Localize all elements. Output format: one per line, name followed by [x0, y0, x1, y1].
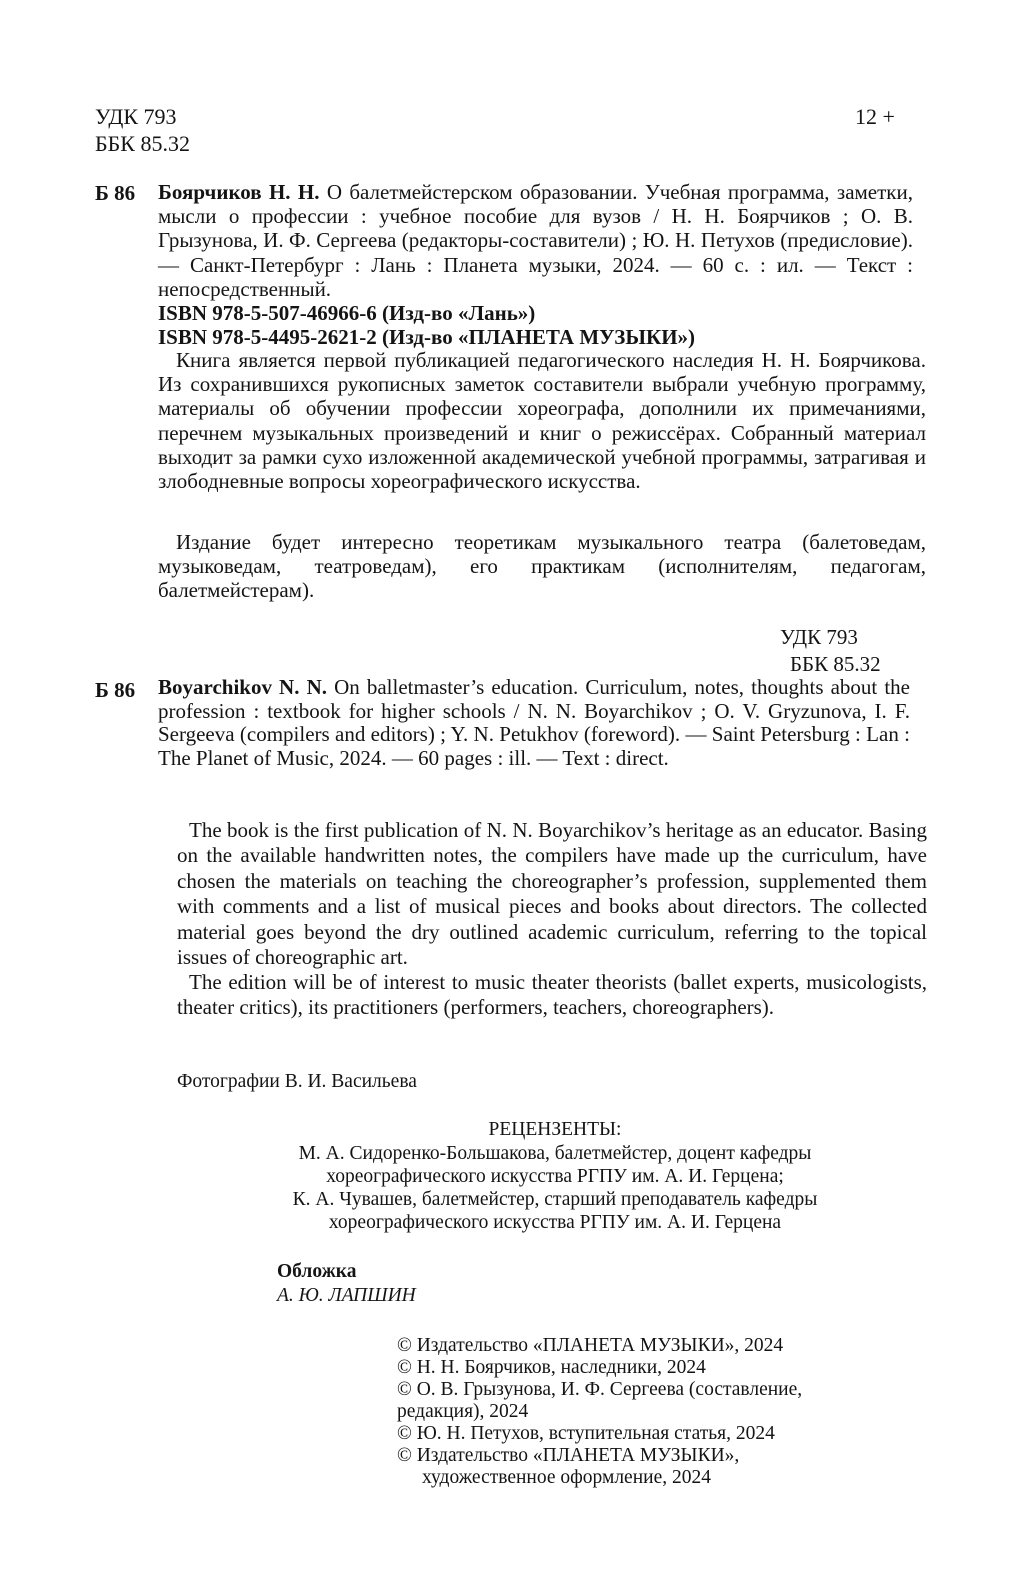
reviewer-1-line-2: хореографического искусства РГПУ им. А. И. Герцена;: [326, 1166, 784, 1187]
udk-code: УДК 793: [95, 104, 177, 129]
copyright-design-line-1: © Издательство «ПЛАНЕТА МУЗЫКИ»,: [397, 1445, 740, 1466]
copyright-foreword: © Ю. Н. Петухов, вступительная статья, 2024: [397, 1423, 775, 1444]
ru-bibliographic-description: [158, 180, 913, 301]
en-abstract-1: The book is the first publication of N. N. Boyarchikov’s heritage as an educator. Basing on the available handwritten notes, the compilers have made up the curriculum, have chosen the materials on teaching the choreographer’s profession, supplemented them with comments and a list of musical pieces and books about directors. The collected material goes beyond the dry outlined academic curriculum, referring to the topical issues of choreographic art.: [177, 818, 927, 970]
reviewers-heading: РЕЦЕНЗЕНТЫ:: [488, 1119, 622, 1140]
reviewer-2-line-1: К. А. Чувашев, балетмейстер, старший преподаватель кафедры: [292, 1189, 818, 1210]
en-author-name: Boyarchikov N. N.: [158, 675, 327, 699]
copyright-author: © Н. Н. Боярчиков, наследники, 2024: [397, 1357, 706, 1378]
ru-abstract-2: Издание будет интересно теоретикам музыкального театра (балетоведам, музыковедам, театроведам), его практикам (исполнителям, педагогам, балетмейстерам).: [158, 530, 926, 603]
age-rating: 12 +: [855, 104, 895, 129]
en-author-index: Б 86: [95, 678, 136, 702]
cover-artist: А. Ю. ЛАПШИН: [277, 1285, 416, 1306]
ru-isbn-lan: ISBN 978-5-507-46966-6 (Изд-во «Лань»): [158, 301, 536, 325]
en-title: On balletmaster’s education. Curriculum, notes, thoughts about the profession : textbook for higher schools / N. N. Boyarchikov ; O. V. Gryzunova, I. F. Sergeeva (compilers and editors) ; Y. N. Petukhov (foreword). — Saint Petersburg : Lan : The Planet of Music, 2024. — 60 pages : ill. — Text : direct.: [158, 675, 910, 770]
bbk-code: ББК 85.32: [95, 131, 190, 156]
copyright-design-line-2: художественное оформление, 2024: [422, 1467, 711, 1488]
en-bibliographic-description: [158, 676, 910, 770]
reviewer-2-line-2: хореографического искусства РГПУ им. А. И. Герцена: [328, 1212, 782, 1233]
ru-author-name: Боярчиков Н. Н.: [158, 180, 320, 204]
photo-credit: Фотографии В. И. Васильева: [177, 1071, 417, 1092]
en-bbk-code: ББК 85.32: [790, 652, 881, 676]
cover-label: Обложка: [277, 1261, 357, 1282]
copyright-publisher: © Издательство «ПЛАНЕТА МУЗЫКИ», 2024: [397, 1335, 784, 1356]
en-abstract-2: The edition will be of interest to music theater theorists (ballet experts, musicologists, theater critics), its practitioners (performers, teachers, choreographers).: [177, 970, 927, 1020]
ru-title: О балетмейстерском образовании. Учебная программа, заметки, мысли о профессии : учебное пособие для вузов / Н. Н. Боярчиков ; О. В. Грызунова, И. Ф. Сергеева (редакторы-составители) ; Ю. Н. Петухов (предисловие). — Санкт-Петербург : Лань : Планета музыки, 2024. — 60 с. : ил. — Текст : непосредственный.: [158, 180, 913, 301]
copyright-editors-line-2: редакция), 2024: [397, 1401, 529, 1422]
reviewer-1-line-1: М. А. Сидоренко-Большакова, балетмейстер, доцент кафедры: [298, 1143, 812, 1164]
ru-isbn-planet: ISBN 978-5-4495-2621-2 (Изд-во «ПЛАНЕТА МУЗЫКИ»): [158, 325, 696, 349]
ru-abstract-1: Книга является первой публикацией педагогического наследия Н. Н. Боярчикова. Из сохранившихся рукописных заметок составители выбрали учебную программу, материалы об обучении профессии хореографа, дополнили их примечаниями, перечнем музыкальных произведений и книг о режиссёрах. Собранный материал выходит за рамки сухо изложенной академической учебной программы, затрагивая и злободневные вопросы хореографического искусства.: [158, 348, 926, 494]
en-udk-code: УДК 793: [780, 625, 858, 649]
ru-author-index: Б 86: [95, 181, 136, 205]
copyright-editors-line-1: © О. В. Грызунова, И. Ф. Сергеева (составление,: [397, 1379, 803, 1400]
